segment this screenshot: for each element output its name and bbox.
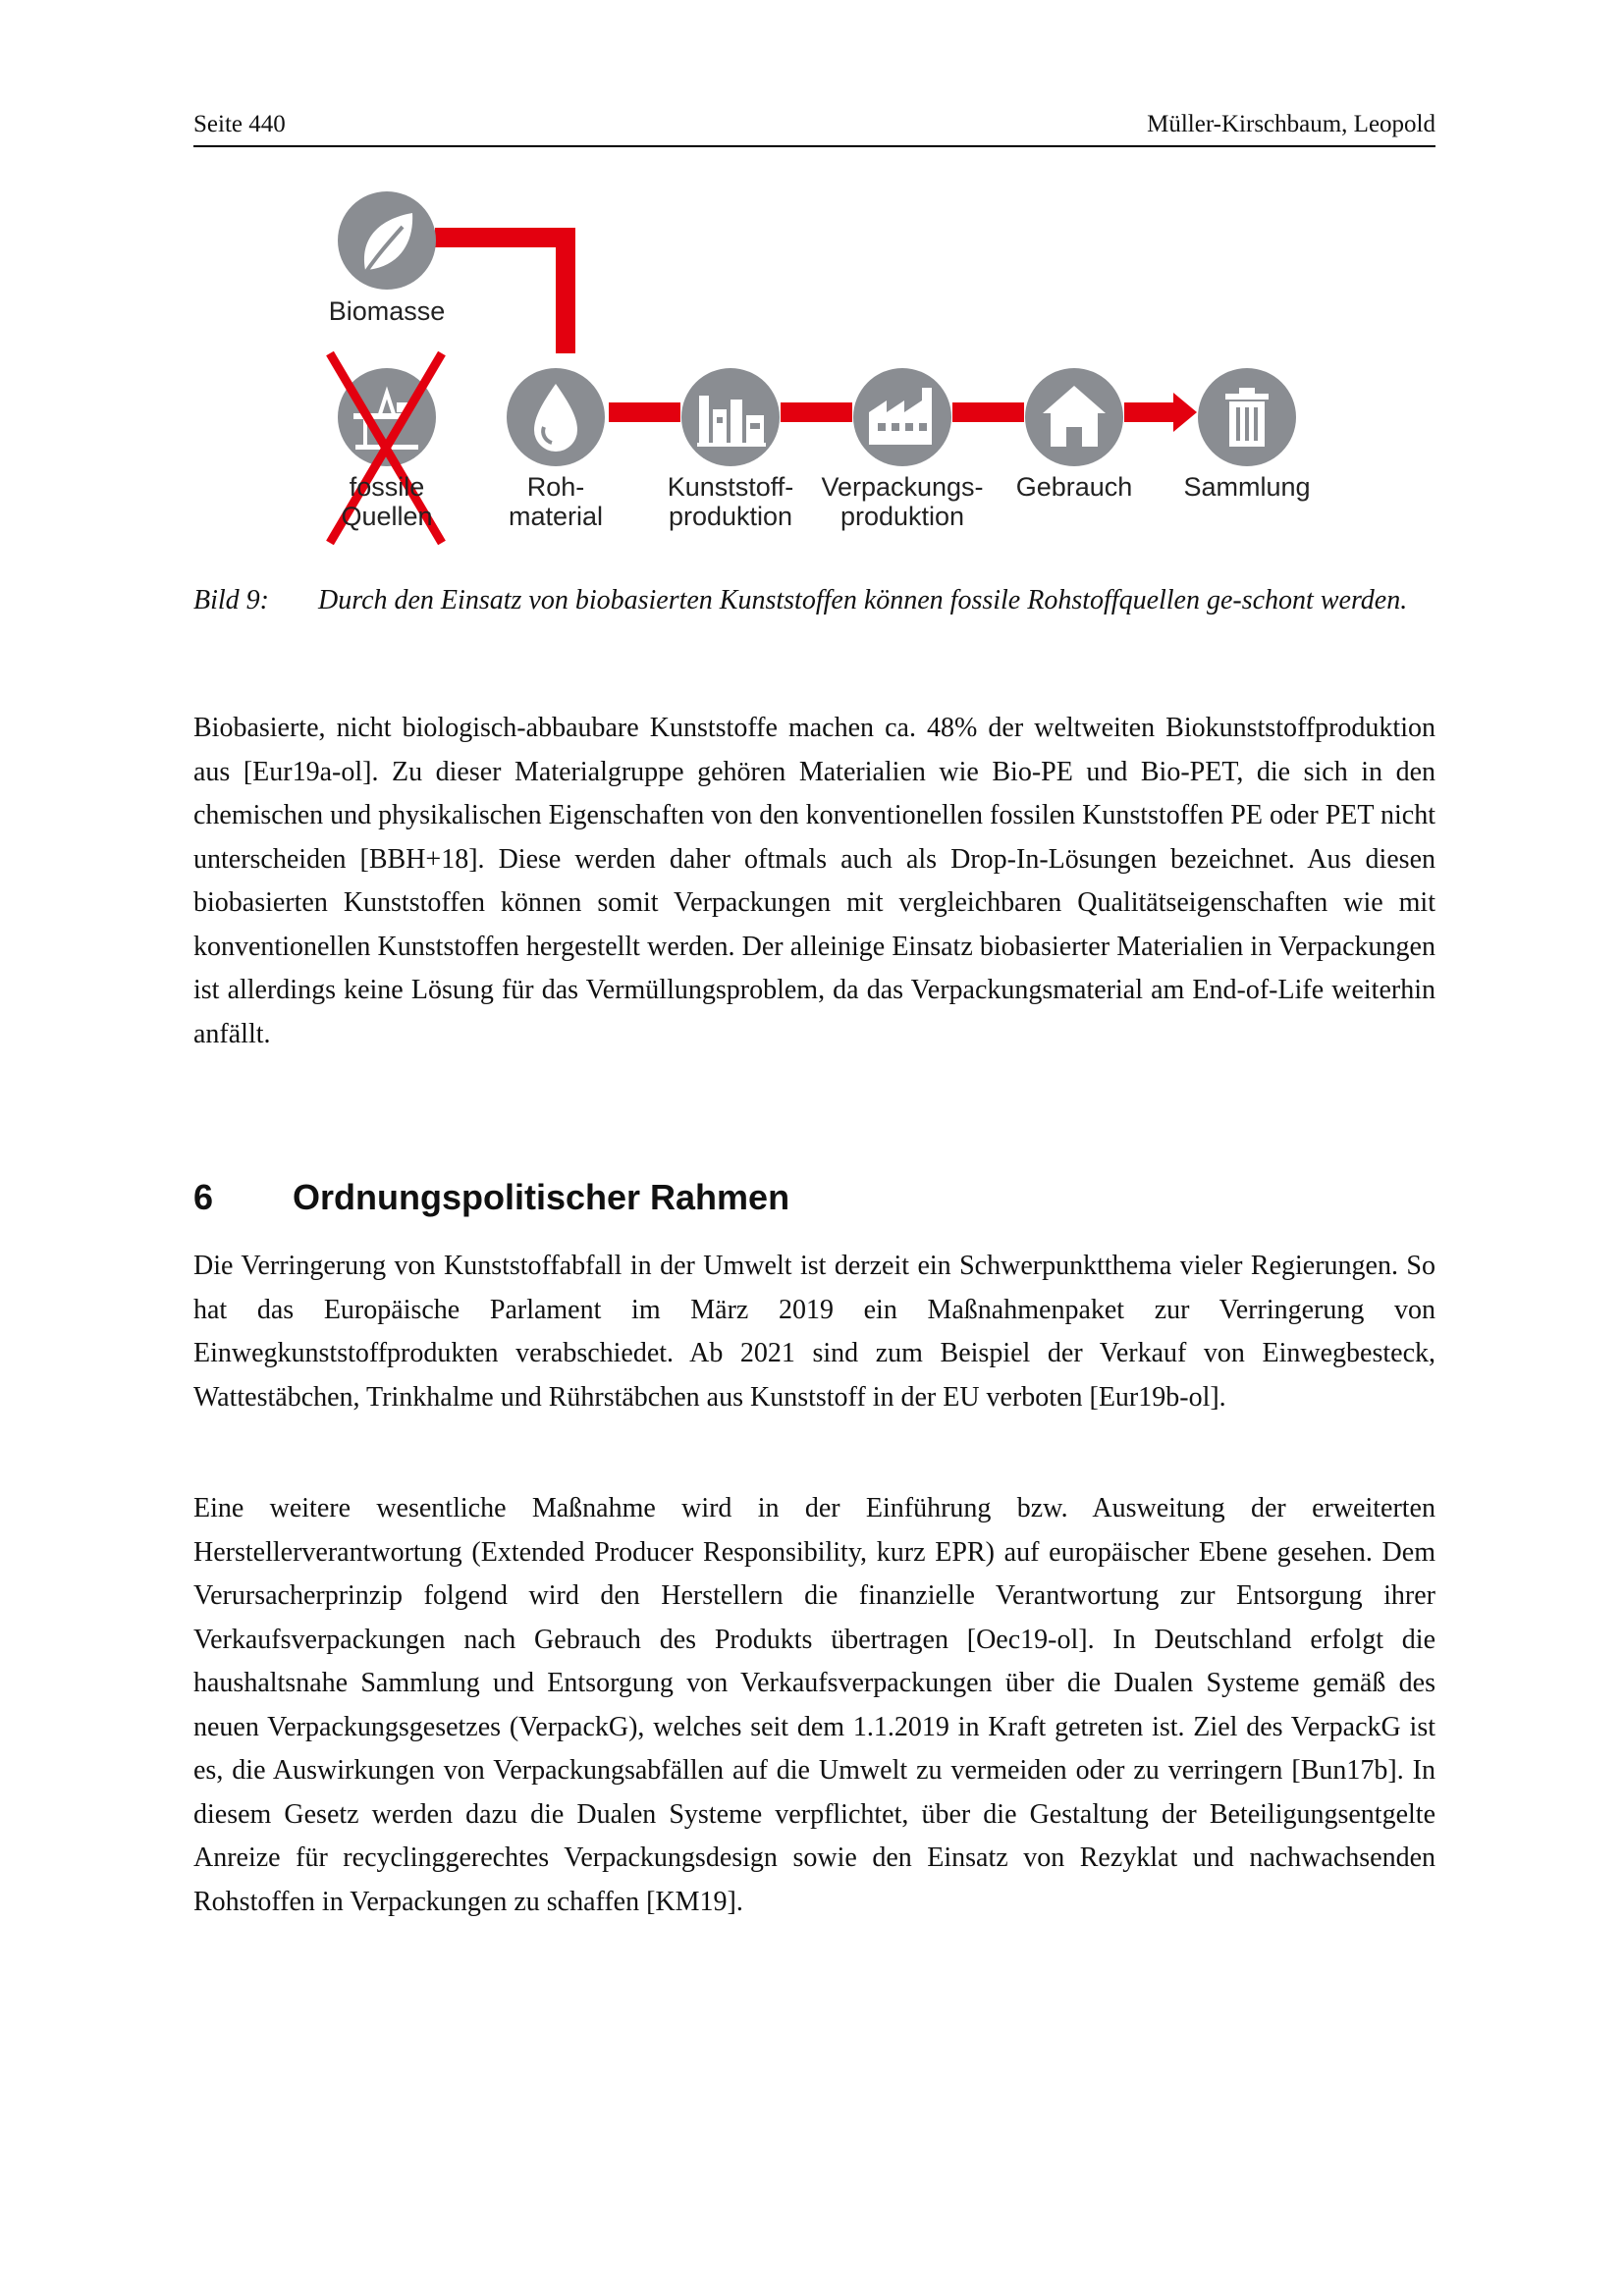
label-plastics-production [652,472,809,531]
label-fossil-sources [318,472,456,531]
label-fossil-line1: fossile [349,472,425,502]
label-plastics-line1: Kunststoff- [667,472,794,502]
trash-bin-icon [1198,368,1296,466]
label-packaging-production [814,472,991,531]
label-fossil-line2: Quellen [341,502,433,531]
section-number: 6 [193,1177,214,1217]
section-heading [193,1173,1435,1222]
label-raw-material [487,472,624,531]
factory-icon [853,368,951,466]
running-header [193,110,1435,147]
caption-text: Durch den Einsatz von biobasierten Kunststoffen können fossile Rohstoffquellen ge-schont werden. [318,585,1408,615]
label-biomass: Biomasse [328,296,446,326]
figure-process-chain [295,191,1335,555]
paragraph-biobased-plastics: Biobasierte, nicht biologisch-abbaubare Kunststoffe machen ca. 48% der weltweiten Biokunststoffproduktion aus [Eur19a-ol]. Zu dieser Materialgruppe gehören Materialien wie Bio-PE und Bio-PET, die sich in den chemischen und physikalischen Eigenschaften von den konventionellen fossilen Kunststoffen PE oder PET nicht unterscheiden [BBH+18]. Diese werden daher oftmals auch als Drop-In-Lösungen bezeichnet. Aus diesen biobasierten Kunststoffen können somit Verpackungen mit vergleichbaren Qualitätseigenschaften wie mit konventionellen Kunststoffen hergestellt werden. Der alleinige Einsatz biobasierter Materialien in Verpackungen ist allerdings keine Lösung für das Vermüllungsproblem, da das Verpackungsmaterial am End-of-Life weiterhin anfällt. [193,713,1435,1049]
label-packaging-line1: Verpackungs- [821,472,984,502]
label-raw-line2: material [508,502,604,531]
label-use: Gebrauch [1015,472,1133,502]
label-plastics-line2: produktion [668,502,793,531]
biomass-connector-arrow [435,228,575,353]
leaf-icon [338,191,436,290]
paragraph-extended-producer-responsibility: Eine weitere wesentliche Maßnahme wird in der Einführung bzw. Ausweitung der erweiterten Herstellerverantwortung (Extended Producer Responsibility, kurz EPR) auf europäischer Ebene gesehen. Dem Verursacherprinzip folgend wird den Herstellern die finanzielle Verantwortung zur Entsorgung ihrer Verkaufsverpackungen nach Gebrauch des Produkts übertragen [Oec19-ol]. In Deutschland erfolgt die haushaltsnahe Sammlung und Entsorgung von Verkaufsverpackungen über die Dualen Systeme gemäß des neuen Verpackungsgesetzes (VerpackG), welches seit dem 1.1.2019 in Kraft getreten ist. Ziel des VerpackG ist es, die Auswirkungen von Verpackungsabfällen auf die Umwelt zu vermeiden oder zu verringern [Bun17b]. In diesem Gesetz werden dazu die Dualen Systeme verpflichtet, über die Gestaltung der Beteiligungsentgelte Anreize für recyclinggerechtes Verpackungsdesign sowie den Einsatz von Rezyklat und nachwachsenden Rohstoffen in Verpackungen zu schaffen [KM19]. [193,1493,1435,1917]
label-raw-line1: Roh- [526,472,585,502]
label-packaging-line2: produktion [839,502,965,531]
paragraph-plastic-waste-regulation: Die Verringerung von Kunststoffabfall in der Umwelt ist derzeit ein Schwerpunktthema vieler Regierungen. So hat das Europäische Parlament im März 2019 ein Maßnahmenpaket zur Verringerung von Einwegkunststoffprodukten verabschiedet. Ab 2021 sind zum Beispiel der Verkauf von Einwegbesteck, Wattestäbchen, Trinkhalme und Rührstäbchen aus Kunststoff in der EU verboten [Eur19b-ol]. [193,1251,1435,1413]
house-icon [1025,368,1123,466]
section-title: Ordnungspolitischer Rahmen [293,1177,790,1217]
factory-plant-icon [681,368,780,466]
page-number: Seite 440 [193,111,286,137]
caption-number: Bild 9: [193,585,269,615]
author-names: Müller-Kirschbaum, Leopold [1147,111,1435,137]
label-collection: Sammlung [1183,472,1311,502]
droplet-icon [507,368,605,466]
